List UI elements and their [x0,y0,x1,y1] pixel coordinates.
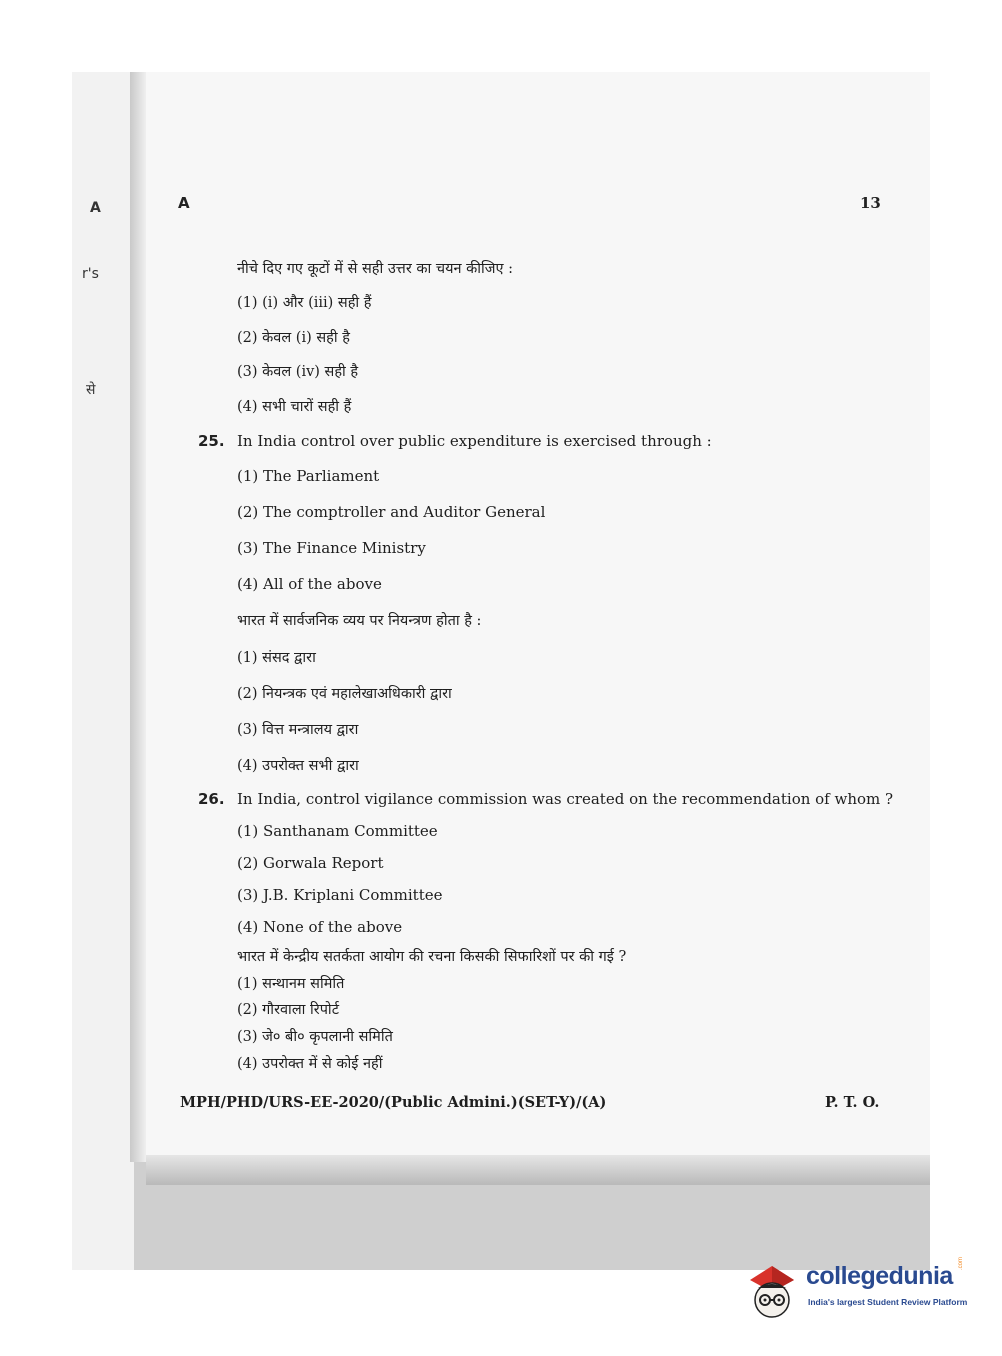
q25-option: (1) The Parliament [237,467,380,485]
q25-question: In India control over public expenditure is exercised through : [237,432,712,450]
q25-hindi-option: (2) नियन्त्रक एवं महालेखाअधिकारी द्वारा [237,686,452,702]
q26-option: (3) J.B. Kriplani Committee [237,886,443,904]
previous-page-strip [72,72,134,1270]
q24-hindi-option: (1) (i) और (iii) सही हैं [237,295,372,311]
q26-question: In India, control vigilance commission was created on the recommendation of whom ? [237,790,894,808]
q24-hindi-option: (3) केवल (iv) सही है [237,364,359,380]
brand-name: collegedunia [806,1262,953,1290]
brand-suffix: .com [958,1256,964,1270]
q24-hindi-prompt: नीचे दिए गए कूटों में से सही उत्तर का चयन कीजिए : [237,261,514,277]
q26-hindi-question: भारत में केन्द्रीय सतर्कता आयोग की रचना किसकी सिफारिशों पर की गई ? [237,949,627,965]
q25-option: (2) The comptroller and Auditor General [237,503,546,521]
q25-option: (3) The Finance Ministry [237,539,426,557]
q26-hindi-option: (2) गौरवाला रिपोर्ट [237,1002,339,1018]
q26-hindi-option: (4) उपरोक्त में से कोई नहीं [237,1056,383,1072]
margin-note: r's [82,266,99,282]
q25-hindi-question: भारत में सार्वजनिक व्यय पर नियन्त्रण होता है : [237,613,482,629]
pto-label: P. T. O. [825,1094,880,1111]
margin-note: से [86,382,96,398]
q26-option: (2) Gorwala Report [237,854,384,872]
page-stack-edge [146,1155,930,1185]
q25-hindi-option: (1) संसद द्वारा [237,650,316,666]
q24-hindi-option: (4) सभी चारों सही हैं [237,399,352,415]
brand-tagline: India's largest Student Review Platform [808,1297,968,1307]
q25-option: (4) All of the above [237,575,382,593]
page-number: 13 [860,194,881,212]
q25-hindi-option: (4) उपरोक्त सभी द्वारा [237,758,359,774]
q26-number: 26. [198,790,225,808]
q25-hindi-option: (3) वित्त मन्त्रालय द्वारा [237,722,359,738]
q24-hindi-option: (2) केवल (i) सही है [237,330,350,346]
q25-number: 25. [198,432,225,450]
q26-option: (1) Santhanam Committee [237,822,438,840]
q26-hindi-option: (1) सन्थानम समिति [237,976,345,992]
set-label: A [178,194,190,212]
margin-note: A [90,200,101,216]
paper-code: MPH/PHD/URS-EE-2020/(Public Admini.)(SET-Y)/(A) [180,1094,607,1111]
q26-option: (4) None of the above [237,918,403,936]
q26-hindi-option: (3) जे० बी० कृपलानी समिति [237,1029,393,1045]
